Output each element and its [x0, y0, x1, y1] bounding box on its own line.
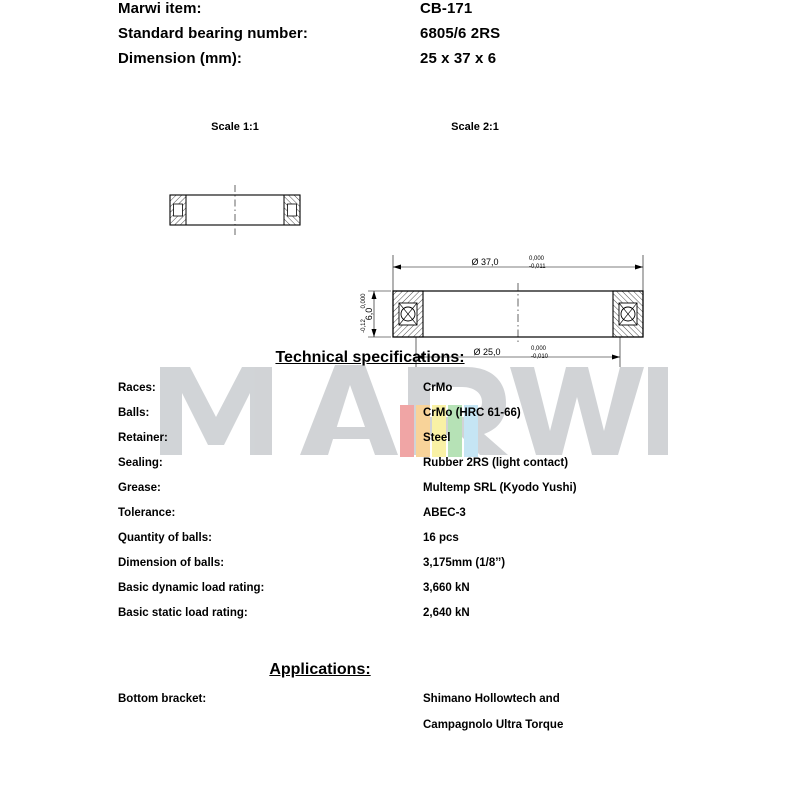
table-row	[118, 457, 738, 482]
table-row	[118, 507, 738, 532]
header-spec-block	[118, 0, 718, 75]
header-row-bearing-number	[118, 25, 718, 50]
application-key-bottom-bracket: Bottom bracket:	[118, 693, 207, 705]
scale-1-1-caption: Scale 1:1	[211, 121, 259, 133]
scale-2-1-caption: Scale 2:1	[451, 121, 499, 133]
spec-key-sealing: Sealing:	[118, 457, 163, 469]
table-row	[118, 557, 738, 582]
spec-key-basic-dynamic-load-rating: Basic dynamic load rating:	[118, 582, 265, 594]
spec-value-basic-static-load-rating: 2,640 kN	[423, 607, 470, 619]
spec-value-balls: CrMo (HRC 61-66)	[423, 407, 521, 419]
width-tolerance-upper: 0,000	[361, 293, 367, 309]
technical-specifications-title: Technical specifications:	[275, 349, 465, 366]
spec-value-tolerance: ABEC-3	[423, 507, 466, 519]
spec-key-tolerance: Tolerance:	[118, 507, 176, 519]
inner-diameter-label: Ø 25,0	[473, 347, 501, 357]
spec-value-dimension-of-balls: 3,175mm (1/8’’)	[423, 557, 506, 569]
table-row	[118, 532, 738, 557]
table-row	[118, 482, 738, 507]
table-row	[118, 382, 738, 407]
bearing-scale-1-1	[170, 185, 300, 235]
header-label-marwi-item: Marwi item:	[118, 0, 202, 17]
spec-key-dimension-of-balls: Dimension of balls:	[118, 557, 225, 569]
spec-value-races: CrMo	[423, 382, 453, 394]
application-value-bottom-bracket-continued: Campagnolo Ultra Torque	[423, 719, 564, 731]
table-row	[118, 407, 738, 432]
table-row	[118, 607, 738, 632]
width-label: 6,0	[364, 307, 374, 321]
header-row-dimension	[118, 50, 718, 75]
spec-value-grease: Multemp SRL (Kyodo Yushi)	[423, 482, 577, 494]
technical-specifications-table	[118, 382, 738, 632]
spec-key-races: Races:	[118, 382, 156, 394]
header-value-dimension: 25 x 37 x 6	[420, 50, 497, 67]
spec-value-sealing: Rubber 2RS (light contact)	[423, 457, 569, 469]
spec-value-quantity-of-balls: 16 pcs	[423, 532, 459, 544]
header-row-item	[118, 0, 718, 25]
inner-tolerance-upper: 0,000	[531, 346, 547, 352]
header-value-marwi-item: CB-171	[420, 0, 473, 17]
spec-value-basic-dynamic-load-rating: 3,660 kN	[423, 582, 470, 594]
table-row	[118, 693, 738, 731]
spec-value-retainer: Steel	[423, 432, 451, 444]
spec-key-grease: Grease:	[118, 482, 161, 494]
table-row	[118, 582, 738, 607]
header-label-dimension: Dimension (mm):	[118, 50, 243, 67]
spec-key-basic-static-load-rating: Basic static load rating:	[118, 607, 248, 619]
application-value-bottom-bracket: Shimano Hollowtech and	[423, 693, 560, 705]
inner-tolerance-lower: -0,010	[531, 354, 549, 360]
outer-tolerance-upper: 0,000	[529, 256, 545, 262]
table-row	[118, 432, 738, 457]
outer-tolerance-lower: -0,011	[529, 264, 546, 270]
header-label-bearing-number: Standard bearing number:	[118, 25, 308, 42]
outer-diameter-label: Ø 37,0	[471, 257, 499, 267]
header-value-bearing-number: 6805/6 2RS	[420, 25, 501, 42]
spec-key-retainer: Retainer:	[118, 432, 168, 444]
applications-title: Applications:	[269, 661, 371, 678]
spec-key-quantity-of-balls: Quantity of balls:	[118, 532, 212, 544]
width-tolerance-lower: -0,12	[361, 319, 367, 333]
applications-table	[118, 693, 738, 731]
spec-key-balls: Balls:	[118, 407, 150, 419]
